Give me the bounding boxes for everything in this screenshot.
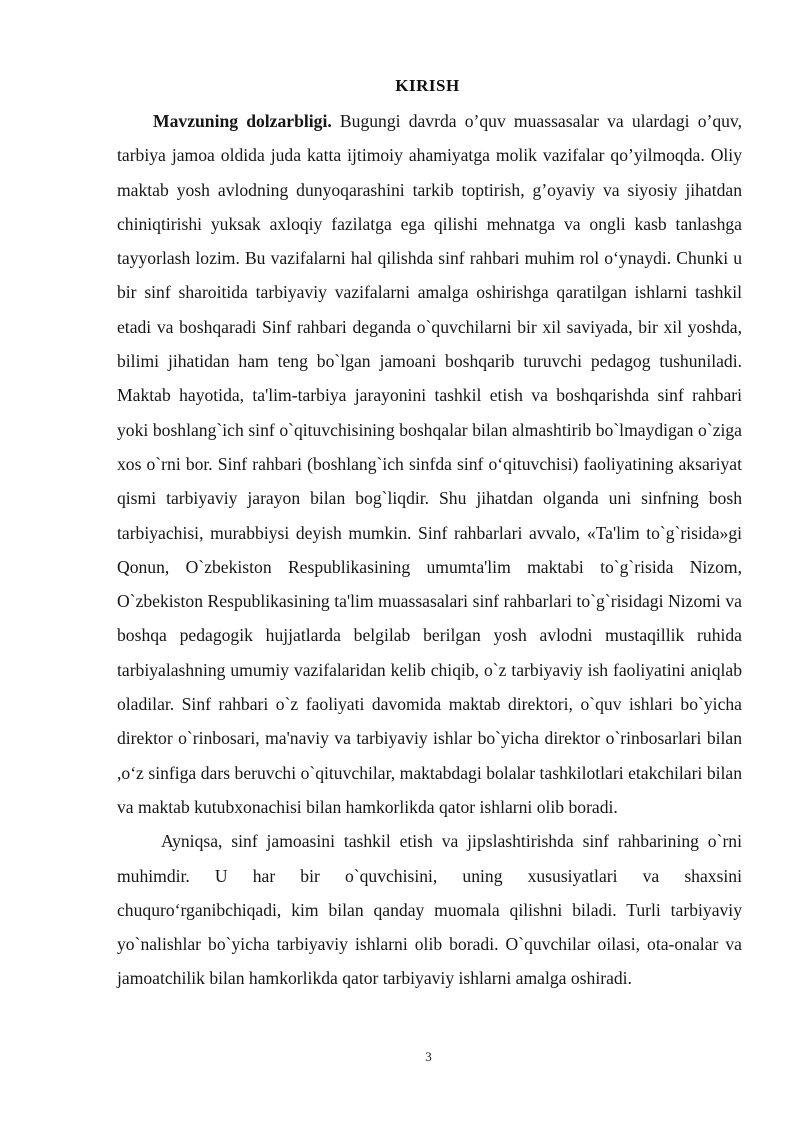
paragraph-lead: Mavzuning dolzarbligi. (153, 111, 332, 131)
paragraph-text: Bugungi davrda o’quv muassasalar va ulardagi o’quv, tarbiya jamoa oldida juda katta ijtimoiy ahamiyatga molik vazifalar qo’yilmoqda. Oliy maktab yosh avlodning dunyoqarashini tarkib toptirish, g’oyaviy va siyosiy jihatdan chiniqtirishi yuksak axloqiy fazilatga ega qilishi mehnatga va ongli kasb tanlashga tayyorlash lozim. Bu vazifalarni hal qilishda sinf rahbari muhim rol o‘ynaydi. Chunki u bir sinf sharoitida tarbiyaviy vazifalarni amalga oshirishga qaratilgan ishlarni tashkil etadi va boshqaradi Sinf rahbari deganda o`quvchilarni bir xil saviyada, bir xil yoshda, bilimi jihatidan ham teng bo`lgan jamoani boshqarib turuvchi pedagog tushuniladi. Maktab hayotida, ta'lim-tarbiya jarayonini tashkil etish va boshqarishda sinf rahbari yoki boshlang`ich sinf o`qituvchisining boshqalar bilan almashtirib bo`lmaydigan o`ziga xos o`rni bor. Sinf rahbari (boshlang`ich sinfda sinf o‘qituvchisi) faoliyatining aksariyat qismi tarbiyaviy jarayon bilan bog`liqdir. Shu jihatdan olganda uni sinfning bosh tarbiyachisi, murabbiysi deyish mumkin. Sinf rahbarlari avvalo, «Ta'lim to`g`risida»gi Qonun, O`zbekiston Respublikasining umumta'lim maktabi to`g`risida Nizom, O`zbekiston Respublikasining ta'lim muassasalari sinf rahbarlari to`g`risidagi Nizomi va boshqa pedagogik hujjatlarda belgilab berilgan yosh avlodni mustaqillik ruhida tarbiyalashning umumiy vazifalaridan kelib chiqib, o`z tarbiyaviy ish faoliyatini aniqlab oladilar. Sinf rahbari o`z faoliyati davomida maktab direktori, o`quv ishlari bo`yicha direktor o`rinbosari, ma'naviy va tarbiyaviy ishlar bo`yicha direktor o`rinbosarlari bilan ,o‘z sinfiga dars beruvchi o`qituvchilar, maktabdagi bolalar tashkilotlari etakchilari bilan va maktab kutubxonachisi bilan hamkorlikda qator ishlarni olib boradi. (117, 111, 742, 817)
page-number: 3 (425, 1049, 432, 1064)
body-text (117, 104, 742, 996)
paragraph-class-team: Ayniqsa, sinf jamoasini tashkil etish va jipslashtirishda sinf rahbarining o`rni muhimdir. U har bir o`quvchisini, uning xususiyatlari va shaxsini chuquro‘rganibchiqadi, kim bilan qanday muomala qilishni biladi. Turli tarbiyaviy yo`nalishlar bo`yicha tarbiyaviy ishlarni olib boradi. O`quvchilar oilasi, ota-onalar va jamoatchilik bilan hamkorlikda qator tarbiyaviy ishlarni amalga oshiradi. (117, 831, 742, 989)
paragraph-relevance (117, 104, 742, 824)
page-title: KIRISH (395, 76, 460, 95)
